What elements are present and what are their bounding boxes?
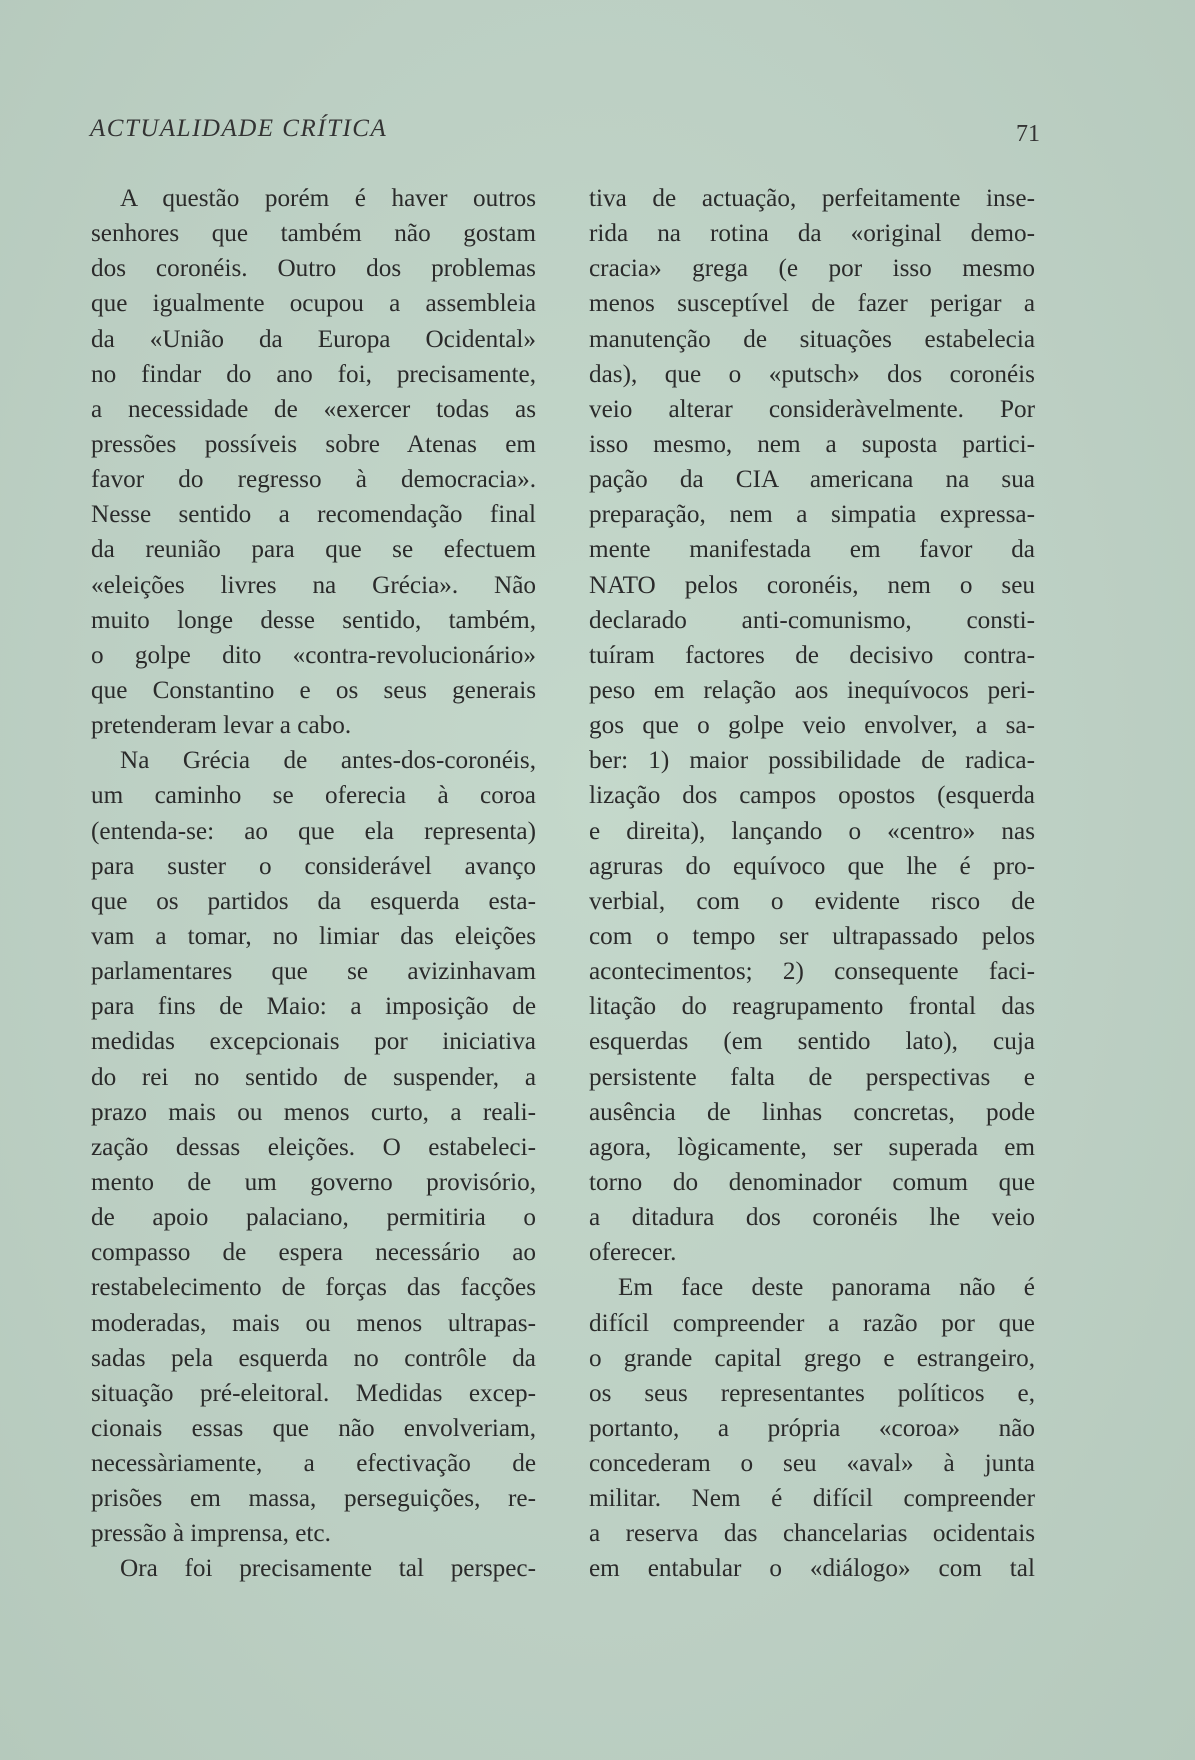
text-line: verbial, com o evidente risco de — [589, 887, 1035, 915]
text-line: cracia» grega (e por isso mesmo — [589, 255, 1035, 283]
text-line: concederam o seu «aval» à junta — [589, 1450, 1035, 1478]
text-line: gos que o golpe veio envolver, a sa- — [589, 712, 1035, 740]
text-line: um caminho se oferecia à coroa — [91, 782, 536, 810]
text-line: para suster o considerável avanço — [91, 852, 536, 880]
text-line: agora, lògicamente, ser superada em — [589, 1133, 1035, 1161]
text-line: persistente falta de perspectivas e — [589, 1063, 1035, 1091]
text-line: a ditadura dos coronéis lhe veio — [589, 1204, 1035, 1232]
text-line: NATO pelos coronéis, nem o seu — [589, 571, 1035, 599]
text-line: vam a tomar, no limiar das eleições — [91, 922, 536, 950]
text-line: acontecimentos; 2) consequente faci- — [589, 958, 1035, 986]
page-number: 71 — [1016, 121, 1040, 147]
text-line: lização dos campos opostos (esquerda — [589, 782, 1035, 810]
text-line: oferecer. — [589, 1239, 677, 1267]
text-line: difícil compreender a razão por que — [589, 1309, 1035, 1337]
text-column-right — [589, 181, 1035, 1587]
text-line: sadas pela esquerda no contrôle da — [91, 1344, 536, 1372]
text-line: os seus representantes políticos e, — [589, 1379, 1035, 1407]
text-line: tiva de actuação, perfeitamente inse- — [589, 185, 1035, 212]
text-line: ausência de linhas concretas, pode — [589, 1098, 1035, 1126]
text-line: agruras do equívoco que lhe é pro- — [589, 852, 1035, 880]
text-line: veio alterar consideràvelmente. Por — [589, 395, 1035, 423]
text-line: que igualmente ocupou a assembleia — [91, 290, 536, 318]
text-line: pressão à imprensa, etc. — [91, 1520, 331, 1548]
text-line: prisões em massa, perseguições, re- — [91, 1485, 536, 1513]
text-line: restabelecimento de forças das facções — [91, 1274, 536, 1302]
text-line: no findar do ano foi, precisamente, — [91, 360, 536, 388]
text-line: com o tempo ser ultrapassado pelos — [589, 922, 1035, 950]
running-title: ACTUALIDADE CRÍTICA — [90, 115, 388, 142]
text-line: menos susceptível de fazer perigar a — [589, 290, 1035, 318]
text-line: medidas excepcionais por iniciativa — [91, 1028, 536, 1056]
text-line: esquerdas (em sentido lato), cuja — [589, 1028, 1035, 1056]
text-line: a necessidade de «exercer todas as — [91, 395, 536, 423]
text-line: prazo mais ou menos curto, a reali- — [91, 1098, 536, 1126]
text-line: da «União da Europa Ocidental» — [91, 325, 536, 353]
text-line: zação dessas eleições. O estabeleci- — [91, 1133, 536, 1161]
text-line: Nesse sentido a recomendação final — [91, 501, 536, 529]
text-line: o grande capital grego e estrangeiro, — [589, 1344, 1035, 1372]
text-line: mento de um governo provisório, — [91, 1168, 536, 1196]
text-line: peso em relação aos inequívocos peri- — [589, 676, 1035, 704]
text-line: parlamentares que se avizinhavam — [91, 958, 536, 986]
text-line: Ora foi precisamente tal perspec- — [120, 1555, 536, 1583]
text-line: Em face deste panorama não é — [618, 1274, 1035, 1302]
text-column-left — [91, 181, 536, 1587]
text-line: isso mesmo, nem a suposta partici- — [589, 430, 1035, 458]
text-line: ber: 1) maior possibilidade de radica- — [589, 747, 1035, 775]
text-line: necessàriamente, a efectivação de — [91, 1450, 536, 1478]
text-line: das), que o «putsch» dos coronéis — [589, 360, 1035, 388]
text-line: que os partidos da esquerda esta- — [91, 887, 536, 915]
text-line: A questão porém é haver outros — [120, 185, 536, 212]
text-line: senhores que também não gostam — [91, 220, 536, 248]
text-line: litação do reagrupamento frontal das — [589, 993, 1035, 1021]
text-line: mente manifestada em favor da — [589, 536, 1035, 564]
text-line: a reserva das chancelarias ocidentais — [589, 1520, 1035, 1548]
text-line: para fins de Maio: a imposição de — [91, 993, 536, 1021]
text-line: «eleições livres na Grécia». Não — [91, 571, 536, 599]
text-line: favor do regresso à democracia». — [91, 466, 536, 494]
text-line: e direita), lançando o «centro» nas — [589, 817, 1035, 845]
text-line: preparação, nem a simpatia expressa- — [589, 501, 1035, 529]
text-line: declarado anti-comunismo, consti- — [589, 606, 1035, 634]
text-line: rida na rotina da «original demo- — [589, 220, 1035, 248]
text-line: da reunião para que se efectuem — [91, 536, 536, 564]
text-line: tuíram factores de decisivo contra- — [589, 641, 1035, 669]
text-line: situação pré-eleitoral. Medidas excep- — [91, 1379, 536, 1407]
text-line: cionais essas que não envolveriam, — [91, 1414, 536, 1442]
text-line: pretenderam levar a cabo. — [91, 712, 352, 740]
text-line: moderadas, mais ou menos ultrapas- — [91, 1309, 536, 1337]
text-line: manutenção de situações estabelecia — [589, 325, 1035, 353]
text-line: em entabular o «diálogo» com tal — [589, 1555, 1035, 1583]
text-line: dos coronéis. Outro dos problemas — [91, 255, 536, 283]
text-line: Na Grécia de antes-dos-coronéis, — [120, 747, 536, 775]
text-line: compasso de espera necessário ao — [91, 1239, 536, 1267]
text-line: portanto, a própria «coroa» não — [589, 1414, 1035, 1442]
text-line: pação da CIA americana na sua — [589, 466, 1035, 494]
text-line: torno do denominador comum que — [589, 1168, 1035, 1196]
text-line: que Constantino e os seus generais — [91, 676, 536, 704]
text-line: pressões possíveis sobre Atenas em — [91, 430, 536, 458]
text-line: (entenda-se: ao que ela representa) — [91, 817, 536, 845]
text-line: o golpe dito «contra-revolucionário» — [91, 641, 536, 669]
text-line: de apoio palaciano, permitiria o — [91, 1204, 536, 1232]
text-line: muito longe desse sentido, também, — [91, 606, 536, 634]
text-line: militar. Nem é difícil compreender — [589, 1485, 1035, 1513]
text-line: do rei no sentido de suspender, a — [91, 1063, 536, 1091]
